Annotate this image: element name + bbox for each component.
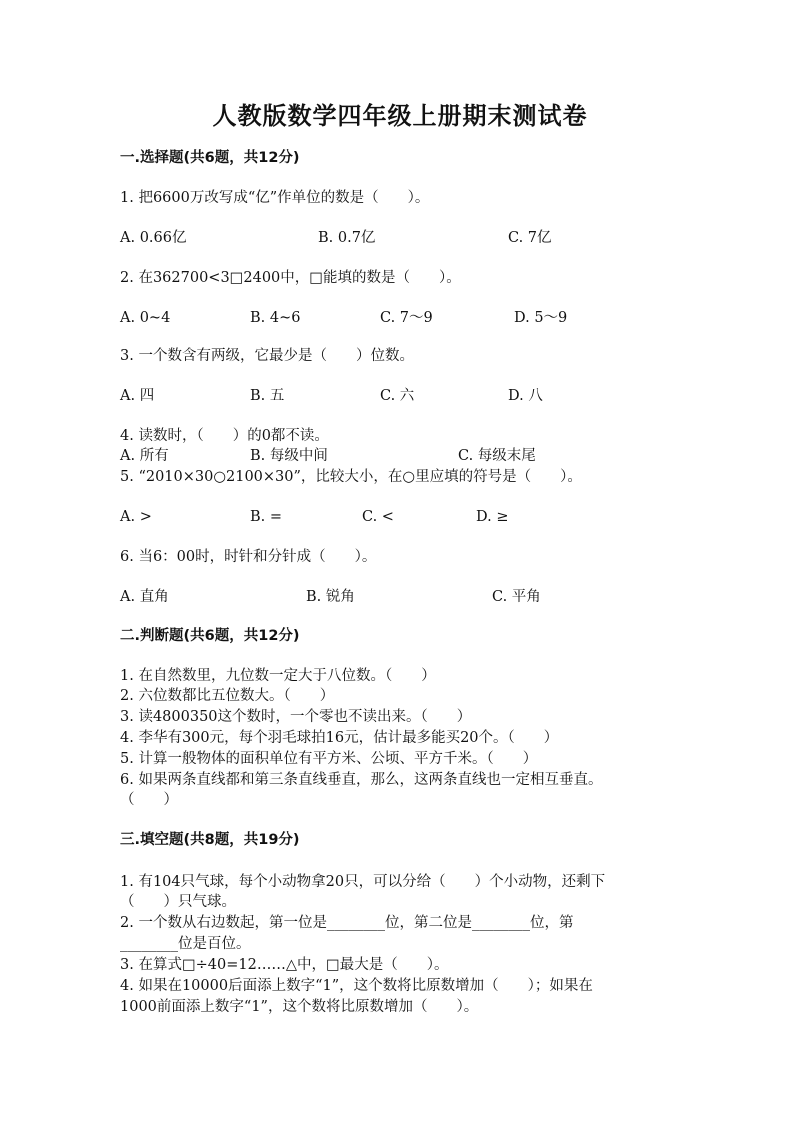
option-b: B. 4~6 (250, 310, 301, 326)
option-b: B. = (250, 509, 283, 525)
question-text: 2. 在362700<3□2400中，□能填的数是（ ）。 (120, 270, 461, 286)
statement-line: 2. 六位数都比五位数大。（ ） (120, 688, 335, 704)
option-c: C. 六 (380, 388, 415, 404)
section-heading-choice: 一.选择题(共6题，共12分) (120, 150, 300, 166)
fill-line: 4. 如果在10000后面添上数字“1”，这个数将比原数增加（ ）；如果在 (120, 978, 593, 994)
fill-line: 2. 一个数从右边数起，第一位是________位，第二位是________位，第 (120, 915, 574, 931)
section-heading-judgment: 二.判断题(共6题，共12分) (120, 628, 300, 644)
option-d: D. ≥ (476, 509, 509, 525)
option-a: A. 0.66亿 (120, 230, 187, 246)
question-text: 3. 一个数含有两级，它最少是（ ）位数。 (120, 348, 414, 364)
page-title: 人教版数学四年级上册期末测试卷 (212, 102, 588, 130)
question-text: 5. “2010×30○2100×30”，比较大小，在○里应填的符号是（ ）。 (120, 469, 582, 485)
option-d: D. 5～9 (514, 310, 568, 326)
option-c: C. 7亿 (508, 230, 552, 246)
statement-line: 3. 读4800350这个数时，一个零也不读出来。（ ） (120, 709, 472, 725)
question-text: 1. 把6600万改写成“亿”作单位的数是（ ）。 (120, 190, 430, 206)
option-a: A. 所有 (120, 448, 169, 464)
section-heading-fill: 三.填空题(共8题，共19分) (120, 832, 300, 848)
option-c: C. 平角 (492, 589, 541, 605)
question-text: 6. 当6：00时，时针和分针成（ ）。 (120, 549, 377, 565)
fill-line: （ ）只气球。 (120, 894, 236, 910)
option-a: A. > (120, 509, 152, 525)
option-a: A. 四 (120, 388, 155, 404)
option-b: B. 五 (250, 388, 285, 404)
statement-line: （ ） (120, 792, 178, 808)
fill-line: ________位是百位。 (120, 936, 251, 952)
fill-line: 1. 有104只气球，每个小动物拿20只，可以分给（ ）个小动物，还剩下 (120, 874, 606, 890)
fill-line: 1000前面添上数字“1”，这个数将比原数增加（ ）。 (120, 999, 479, 1015)
option-c: C. 每级末尾 (458, 448, 536, 464)
option-b: B. 锐角 (306, 589, 355, 605)
fill-line: 3. 在算式□÷40=12……△中，□最大是（ ）。 (120, 957, 449, 973)
statement-line: 5. 计算一般物体的面积单位有平方米、公顷、平方千米。（ ） (120, 751, 538, 767)
option-d: D. 八 (508, 388, 543, 404)
option-a: A. 直角 (120, 589, 169, 605)
option-c: C. < (362, 509, 394, 525)
statement-line: 4. 李华有300元，每个羽毛球拍16元，估计最多能买20个。（ ） (120, 730, 559, 746)
option-c: C. 7～9 (380, 310, 433, 326)
statement-line: 1. 在自然数里，九位数一定大于八位数。（ ） (120, 668, 436, 684)
option-b: B. 0.7亿 (318, 230, 376, 246)
option-a: A. 0~4 (120, 310, 171, 326)
question-text: 4. 读数时，（ ）的0都不读。 (120, 428, 329, 444)
option-b: B. 每级中间 (250, 448, 328, 464)
statement-line: 6. 如果两条直线都和第三条直线垂直，那么，这两条直线也一定相互垂直。 (120, 772, 603, 788)
